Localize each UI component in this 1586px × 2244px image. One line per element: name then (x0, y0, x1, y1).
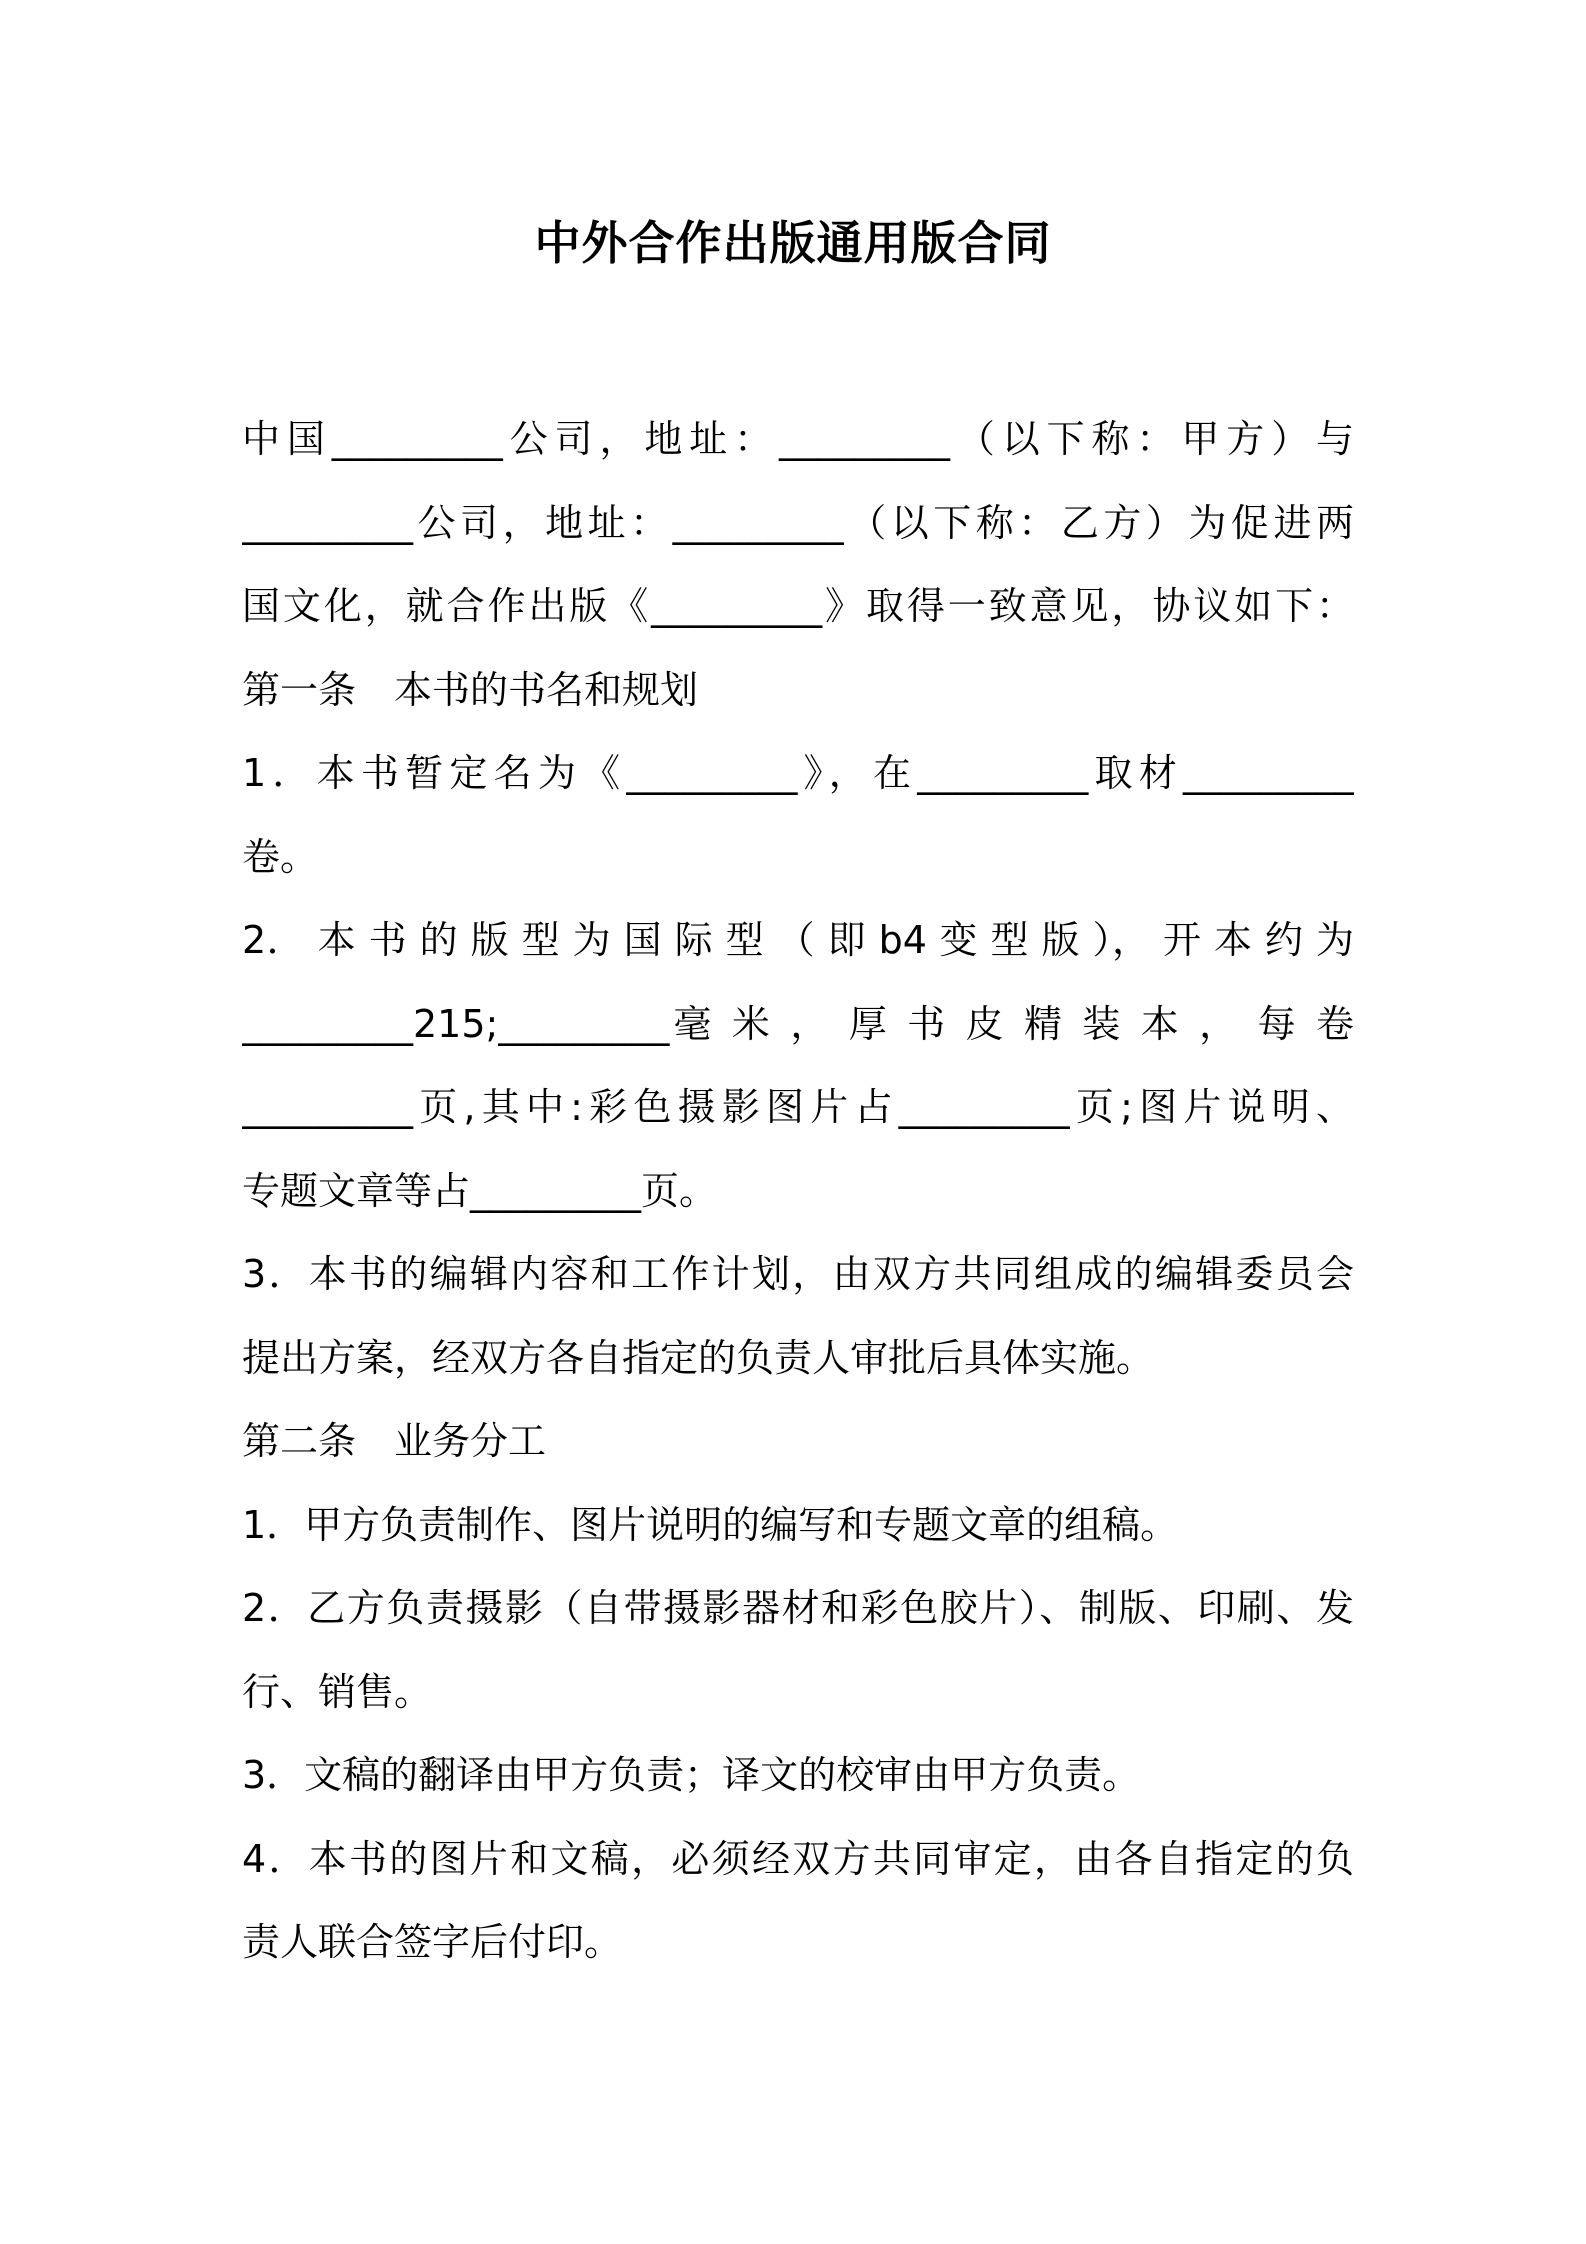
section-heading: 第一条 本书的书名和规划 (242, 667, 699, 712)
body-line: 4．本书的图片和文稿，必须经双方共同审定，由各自指定的负 (242, 1836, 1354, 1881)
body-line: 2．乙方负责摄影（自带摄影器材和彩色胶片）、制版、印刷、发 (242, 1586, 1354, 1630)
document-body (242, 398, 1354, 1985)
section-heading: 第二条 业务分工 (242, 1419, 547, 1463)
body-line: _________页,其中:彩色摄影图片占_________页;图片说明、 (242, 1085, 1354, 1129)
body-line: 提出方案，经双方各自指定的负责人审批后具体实施。 (242, 1335, 1155, 1380)
body-line: 2． 本 书 的 版 型 为 国 际 型 （ 即 b4 变 型 版 ）， 开 本 约 为 (242, 918, 1354, 962)
body-line: 3．本书的编辑内容和工作计划，由双方共同组成的编辑委员会 (242, 1252, 1354, 1296)
body-line: 1．甲方负责制作、图片说明的编写和专题文章的组稿。 (242, 1502, 1179, 1547)
body-line: 责人联合签字后付印。 (242, 1920, 623, 1964)
body-line: 卷。 (242, 834, 319, 879)
body-line: 中国_________公司，地址：_________（以下称：甲方）与 (242, 417, 1354, 461)
body-line: _________公司，地址：_________（以下称：乙方）为促进两 (242, 500, 1354, 545)
body-line: 1．本书暂定名为《_________》，在_________取材_________ (242, 751, 1354, 795)
body-line: 专题文章等占_________页。 (242, 1168, 718, 1213)
body-line: 行、销售。 (242, 1669, 433, 1714)
body-line: 3．文稿的翻译由甲方负责；译文的校审由甲方负责。 (242, 1753, 1141, 1797)
document-title: 中外合作出版通用版合同 (534, 216, 1052, 270)
body-line: 国文化，就合作出版《_________》取得一致意见，协议如下： (242, 584, 1354, 628)
body-line: _________215;_________毫 米 ， 厚 书 皮 精 装 本 ， 每 卷 (242, 1001, 1354, 1046)
